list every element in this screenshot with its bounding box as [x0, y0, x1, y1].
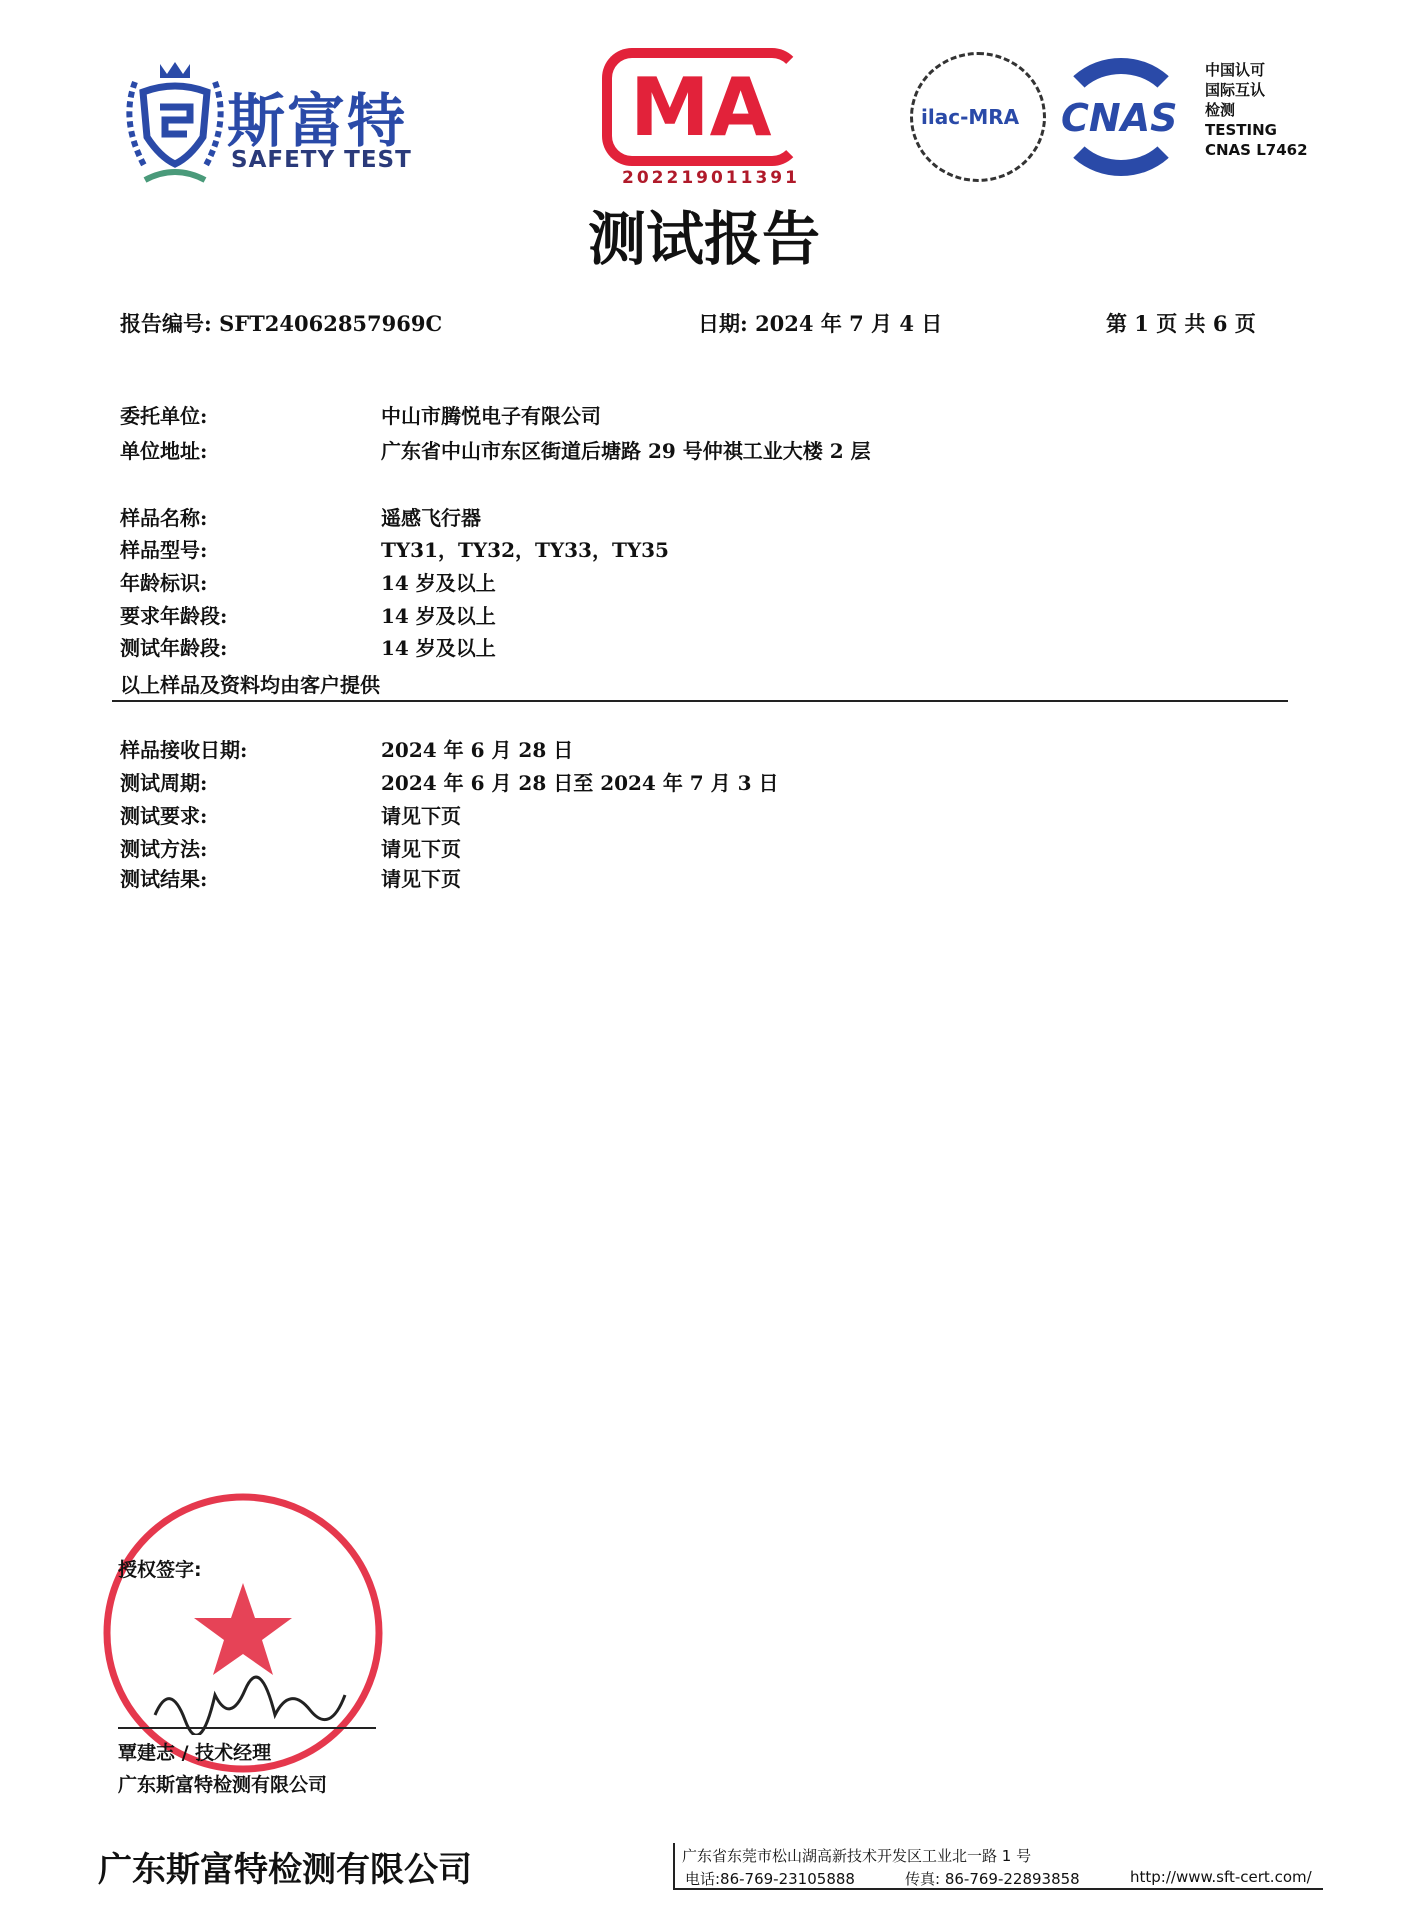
field-label: 年龄标识: [120, 571, 208, 595]
field-value: 14 岁及以上 [381, 571, 496, 595]
field-value: 遥感飞行器 [381, 506, 481, 530]
signatory-name-title: 覃建志 / 技术经理 [118, 1742, 272, 1764]
page-indicator: 第 1 页 共 6 页 [1106, 311, 1256, 336]
field-value: 14 岁及以上 [381, 636, 496, 660]
cnas-line: CNAS L7462 [1205, 141, 1308, 159]
cnas-line: 国际互认 [1205, 81, 1266, 99]
logo-en-name: SAFETY TEST [231, 147, 412, 173]
cma-number: 202219011391 [622, 168, 800, 188]
footer-divider [673, 1888, 1323, 1890]
handwritten-signature [150, 1675, 350, 1735]
field-address [120, 435, 871, 464]
field-test-result [120, 863, 461, 892]
field-value: TY31，TY32，TY33，TY35 [381, 538, 669, 562]
footer-divider-vertical [673, 1843, 675, 1889]
footer-address: 广东省东莞市松山湖高新技术开发区工业北一路 1 号 [682, 1847, 1032, 1865]
field-label: 要求年龄段: [120, 604, 228, 628]
field-age-label [120, 567, 496, 596]
authorized-signature-label: 授权签字: [118, 1559, 202, 1581]
field-value: 请见下页 [381, 837, 461, 861]
cma-mark-letters: MA [630, 61, 772, 154]
field-label: 样品接收日期: [120, 738, 248, 762]
footer-company: 广东斯富特检测有限公司 [98, 1850, 472, 1890]
sample-note: 以上样品及资料均由客户提供 [120, 673, 380, 697]
signatory-company: 广东斯富特检测有限公司 [118, 1774, 328, 1796]
footer-tel: 电话:86-769-23105888 [685, 1870, 855, 1888]
field-test-age [120, 632, 496, 661]
field-value: 请见下页 [381, 867, 461, 891]
cnas-logo [1055, 58, 1187, 176]
field-value: 2024 年 6 月 28 日 [381, 738, 574, 762]
report-title: 测试报告 [588, 205, 821, 273]
field-required-age [120, 600, 496, 629]
field-label: 测试周期: [120, 771, 208, 795]
company-logo [115, 52, 455, 192]
report-number: 报告编号: SFT24062857969C [120, 311, 443, 336]
field-label: 样品型号: [120, 538, 208, 562]
field-label: 测试结果: [120, 867, 208, 891]
field-value: 2024 年 6 月 28 日至 2024 年 7 月 3 日 [381, 771, 779, 795]
field-value: 请见下页 [381, 804, 461, 828]
cnas-info [1205, 60, 1308, 160]
field-label: 委托单位: [120, 404, 208, 428]
field-label: 测试方法: [120, 837, 208, 861]
field-label: 单位地址: [120, 439, 208, 463]
shield-logo-icon [115, 52, 235, 192]
ilac-mra-logo [910, 52, 1046, 182]
section-divider [112, 700, 1288, 702]
cma-mark [602, 48, 802, 166]
footer-fax: 传真: 86-769-22893858 [905, 1870, 1080, 1888]
field-test-requirement [120, 800, 461, 829]
cnas-mark-text: CNAS [1061, 96, 1178, 140]
field-test-method [120, 833, 461, 862]
field-sample-model [120, 534, 669, 563]
field-client [120, 400, 601, 429]
field-sample-name [120, 502, 481, 531]
field-receive-date [120, 734, 573, 763]
logo-cn-name: 斯富特 [227, 87, 408, 155]
cnas-line: TESTING [1205, 121, 1277, 139]
field-test-period [120, 767, 779, 796]
field-value: 广东省中山市东区街道后塘路 29 号仲祺工业大楼 2 层 [381, 439, 871, 463]
report-date: 日期: 2024 年 7 月 4 日 [698, 311, 943, 336]
field-label: 测试年龄段: [120, 636, 228, 660]
field-value: 中山市腾悦电子有限公司 [381, 404, 601, 428]
field-value: 14 岁及以上 [381, 604, 496, 628]
cnas-line: 检测 [1205, 101, 1236, 119]
signature-line [118, 1727, 376, 1729]
footer-website-link[interactable]: http://www.sft-cert.com/ [1130, 1868, 1312, 1886]
field-label: 测试要求: [120, 804, 208, 828]
cnas-line: 中国认可 [1205, 61, 1266, 79]
ilac-mra-text: ilac-MRA [921, 105, 1020, 129]
field-label: 样品名称: [120, 506, 208, 530]
